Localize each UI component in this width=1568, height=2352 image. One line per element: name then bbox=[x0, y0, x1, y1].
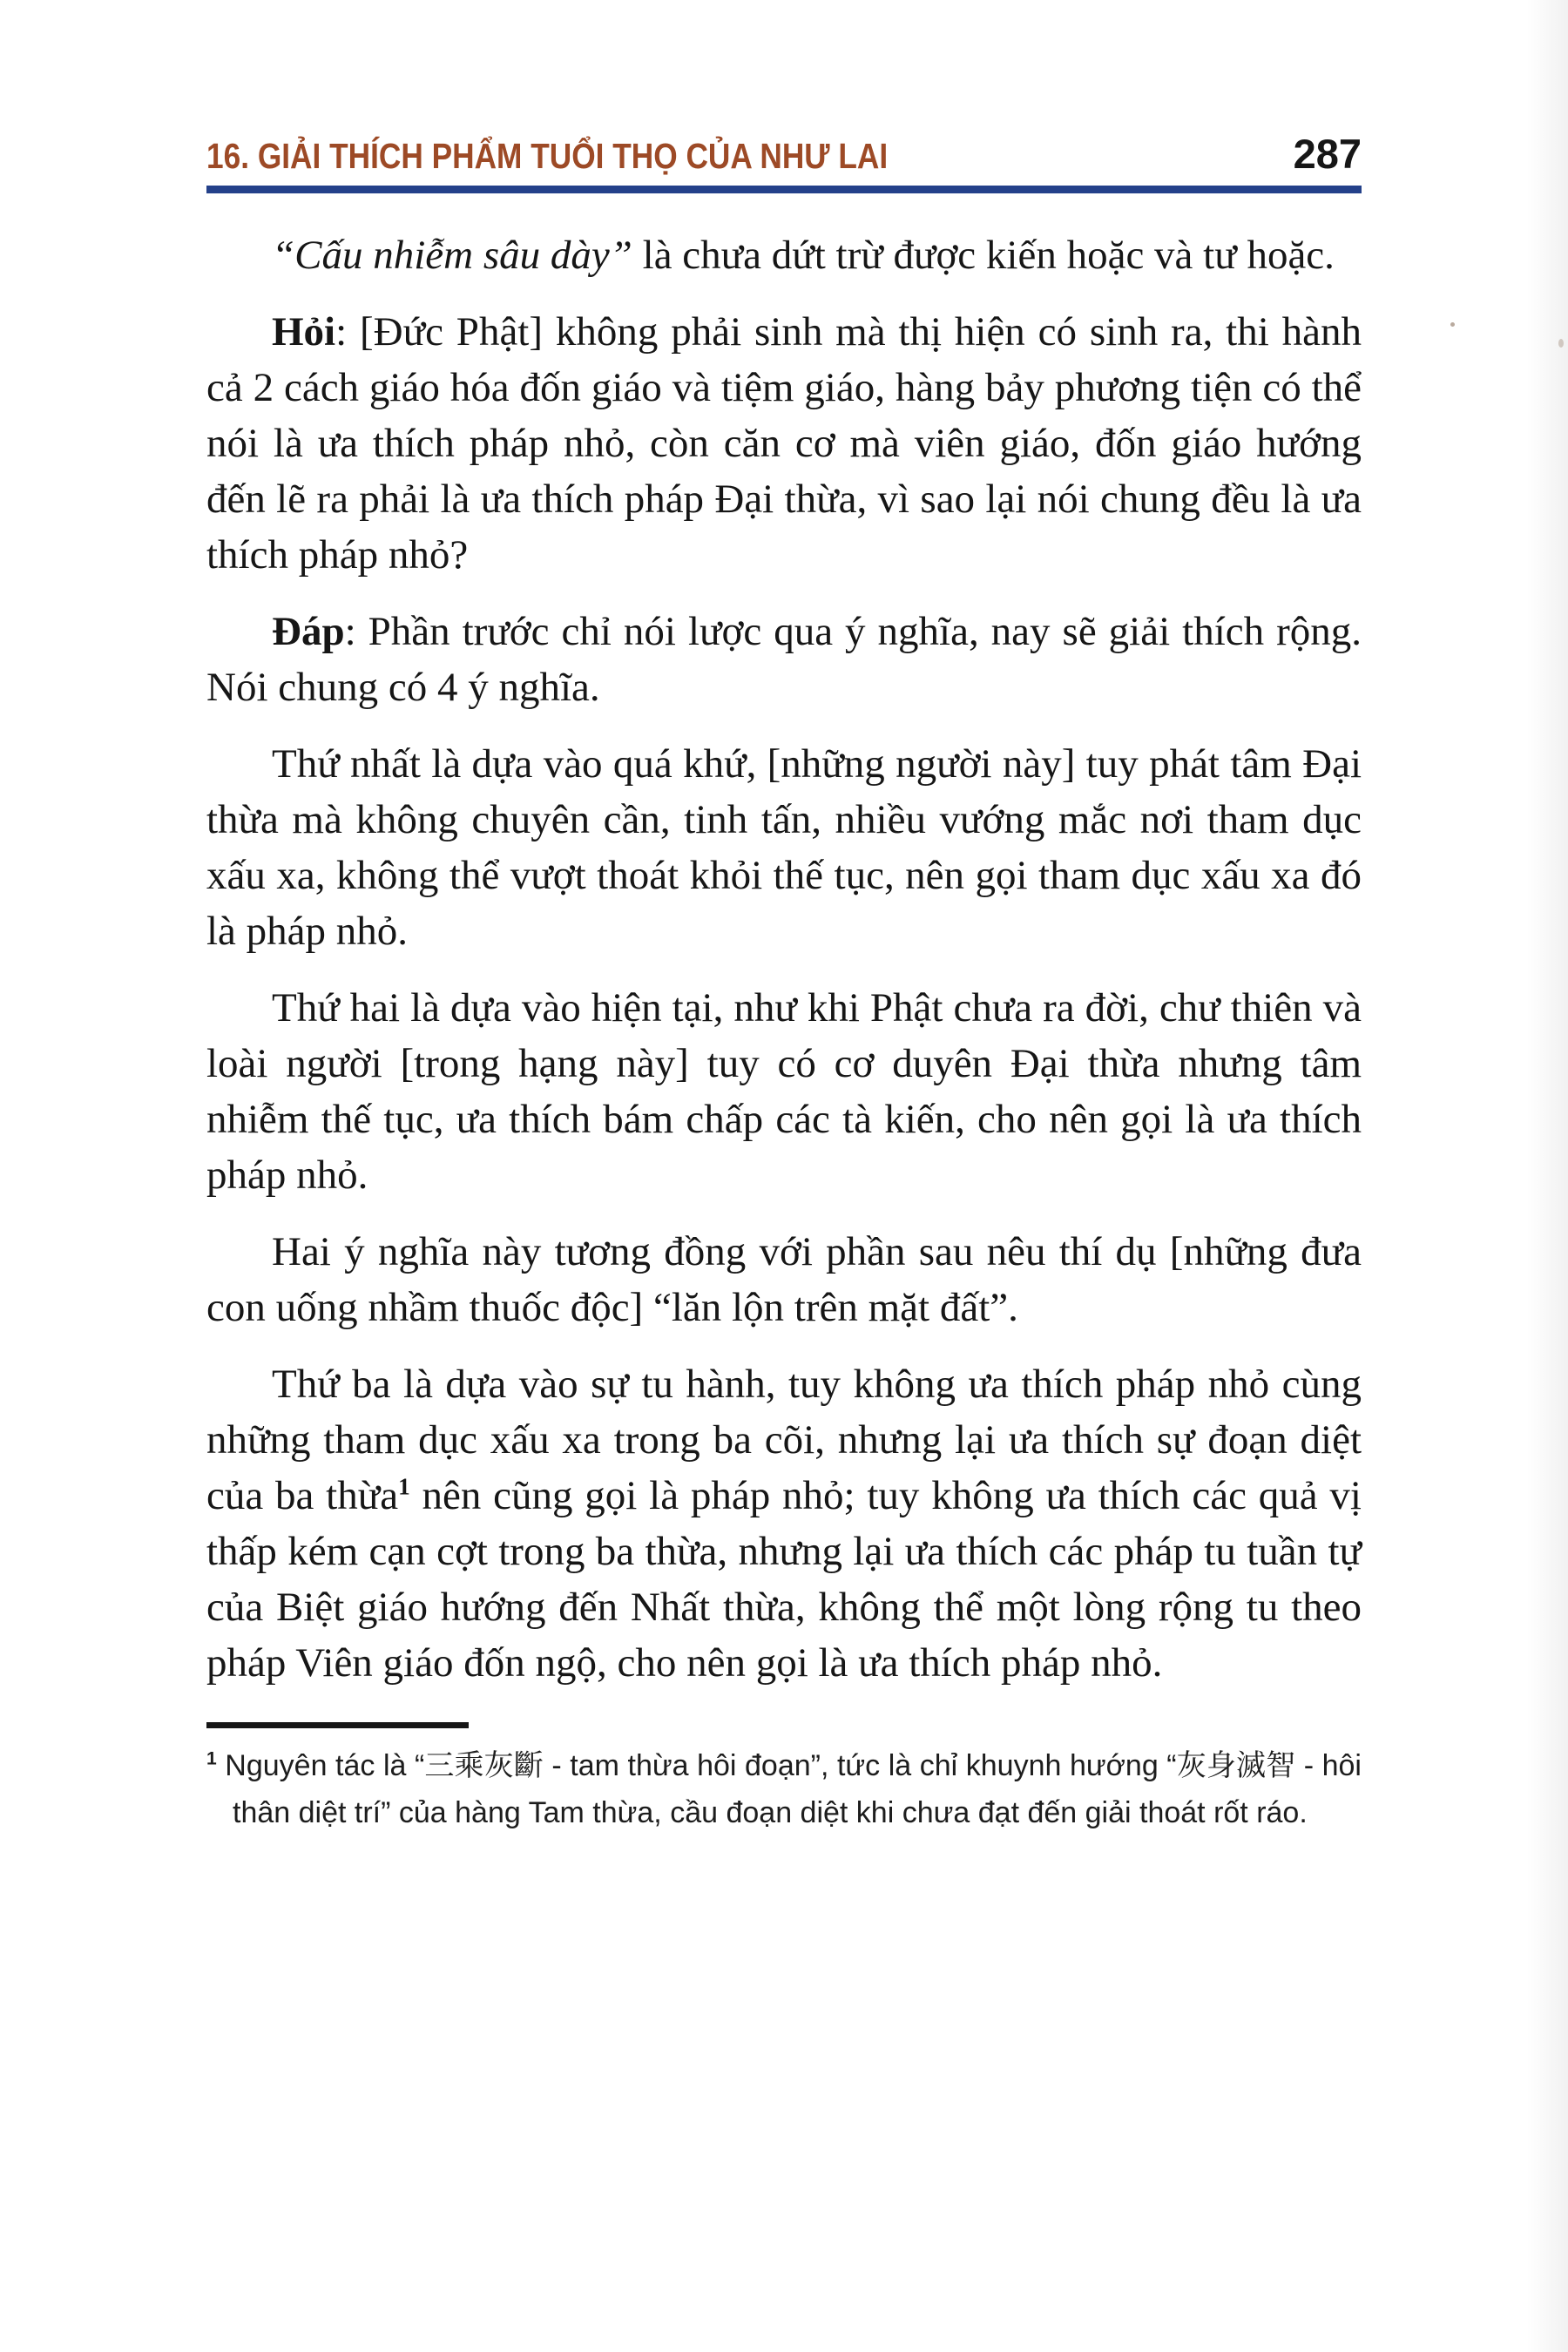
footnote-text: Nguyên tác là “三乘灰斷 - tam thừa hôi đoạn”, tức là chỉ khuynh hướng “灰身滅智 - hôi thân diệt trí” của hàng Tam thừa, cầu đoạn diệt khi chưa đạt đến giải thoát rốt ráo. bbox=[225, 1749, 1362, 1829]
paragraph-text: Thứ hai là dựa vào hiện tại, như khi Phật chưa ra đời, chư thiên và loài người [trong hạng này] tuy có cơ duyên Đại thừa nhưng tâm nhiễm thế tục, ưa thích bám chấp các tà kiến, cho nên gọi là ưa thích pháp nhỏ. bbox=[206, 985, 1362, 1198]
paragraph-lead-bold: Đáp bbox=[272, 609, 345, 654]
body-paragraph bbox=[206, 227, 1362, 283]
paragraph-text: Thứ ba là dựa vào sự tu hành, tuy không ưa thích pháp nhỏ cùng những tham dục xấu xa trong ba cõi, nhưng lại ưa thích sự đoạn diệt của ba thừa bbox=[206, 1362, 1362, 1518]
body-paragraph bbox=[206, 604, 1362, 715]
header-rule bbox=[206, 186, 1362, 193]
body-paragraph bbox=[206, 736, 1362, 959]
page-number: 287 bbox=[1293, 131, 1362, 177]
body-paragraph bbox=[206, 304, 1362, 583]
footnote-text-block bbox=[206, 1742, 1362, 1836]
body-paragraph bbox=[206, 1224, 1362, 1335]
body-paragraph bbox=[206, 1356, 1362, 1691]
paragraph-text: : Phần trước chỉ nói lược qua ý nghĩa, nay sẽ giải thích rộng. Nói chung có 4 ý nghĩa. bbox=[206, 609, 1362, 710]
chapter-title: 16. GIẢI THÍCH PHẨM TUỔI THỌ CỦA NHƯ LAI bbox=[206, 136, 889, 176]
footnote-area bbox=[206, 1722, 1362, 1836]
paragraph-text: : [Đức Phật] không phải sinh mà thị hiện có sinh ra, thi hành cả 2 cách giáo hóa đốn giáo và tiệm giáo, hàng bảy phương tiện có thể nói là ưa thích pháp nhỏ, còn căn cơ mà viên giáo, đốn giáo hướng đến lẽ ra phải là ưa thích pháp Đại thừa, vì sao lại nói chung đều là ưa thích pháp nhỏ? bbox=[206, 309, 1362, 578]
paragraph-lead-italic: “Cấu nhiễm sâu dày” bbox=[272, 233, 632, 278]
paragraph-lead-bold: Hỏi bbox=[272, 309, 336, 355]
page-content bbox=[206, 131, 1362, 1836]
scan-edge-shadow bbox=[1526, 0, 1568, 2352]
paragraph-text: Thứ nhất là dựa vào quá khứ, [những người này] tuy phát tâm Đại thừa mà không chuyên cần, tinh tấn, nhiều vướng mắc nơi tham dục xấu xa, không thể vượt thoát khỏi thế tục, nên gọi tham dục xấu xa đó là pháp nhỏ. bbox=[206, 741, 1362, 954]
paragraph-text: nên cũng gọi là pháp nhỏ; tuy không ưa thích các quả vị thấp kém cạn cợt trong ba thừa, nhưng lại ưa thích các pháp tu tuần tự của Biệt giáo hướng đến Nhất thừa, không thể một lòng rộng tu theo pháp Viên giáo đốn ngộ, cho nên gọi là ưa thích pháp nhỏ. bbox=[206, 1473, 1362, 1686]
running-header bbox=[206, 131, 1362, 177]
footnote-separator-rule bbox=[206, 1722, 469, 1728]
paragraph-text: Hai ý nghĩa này tương đồng với phần sau nêu thí dụ [những đưa con uống nhầm thuốc độc] “lăn lộn trên mặt đất”. bbox=[206, 1229, 1362, 1330]
body-text bbox=[206, 227, 1362, 1691]
paragraph-text: là chưa dứt trừ được kiến hoặc và tư hoặc. bbox=[632, 233, 1335, 278]
body-paragraph bbox=[206, 980, 1362, 1203]
scan-speck bbox=[1558, 339, 1564, 348]
scan-speck bbox=[1450, 322, 1455, 327]
footnote-reference: 1 bbox=[398, 1473, 410, 1500]
footnote-marker: 1 bbox=[206, 1748, 217, 1769]
